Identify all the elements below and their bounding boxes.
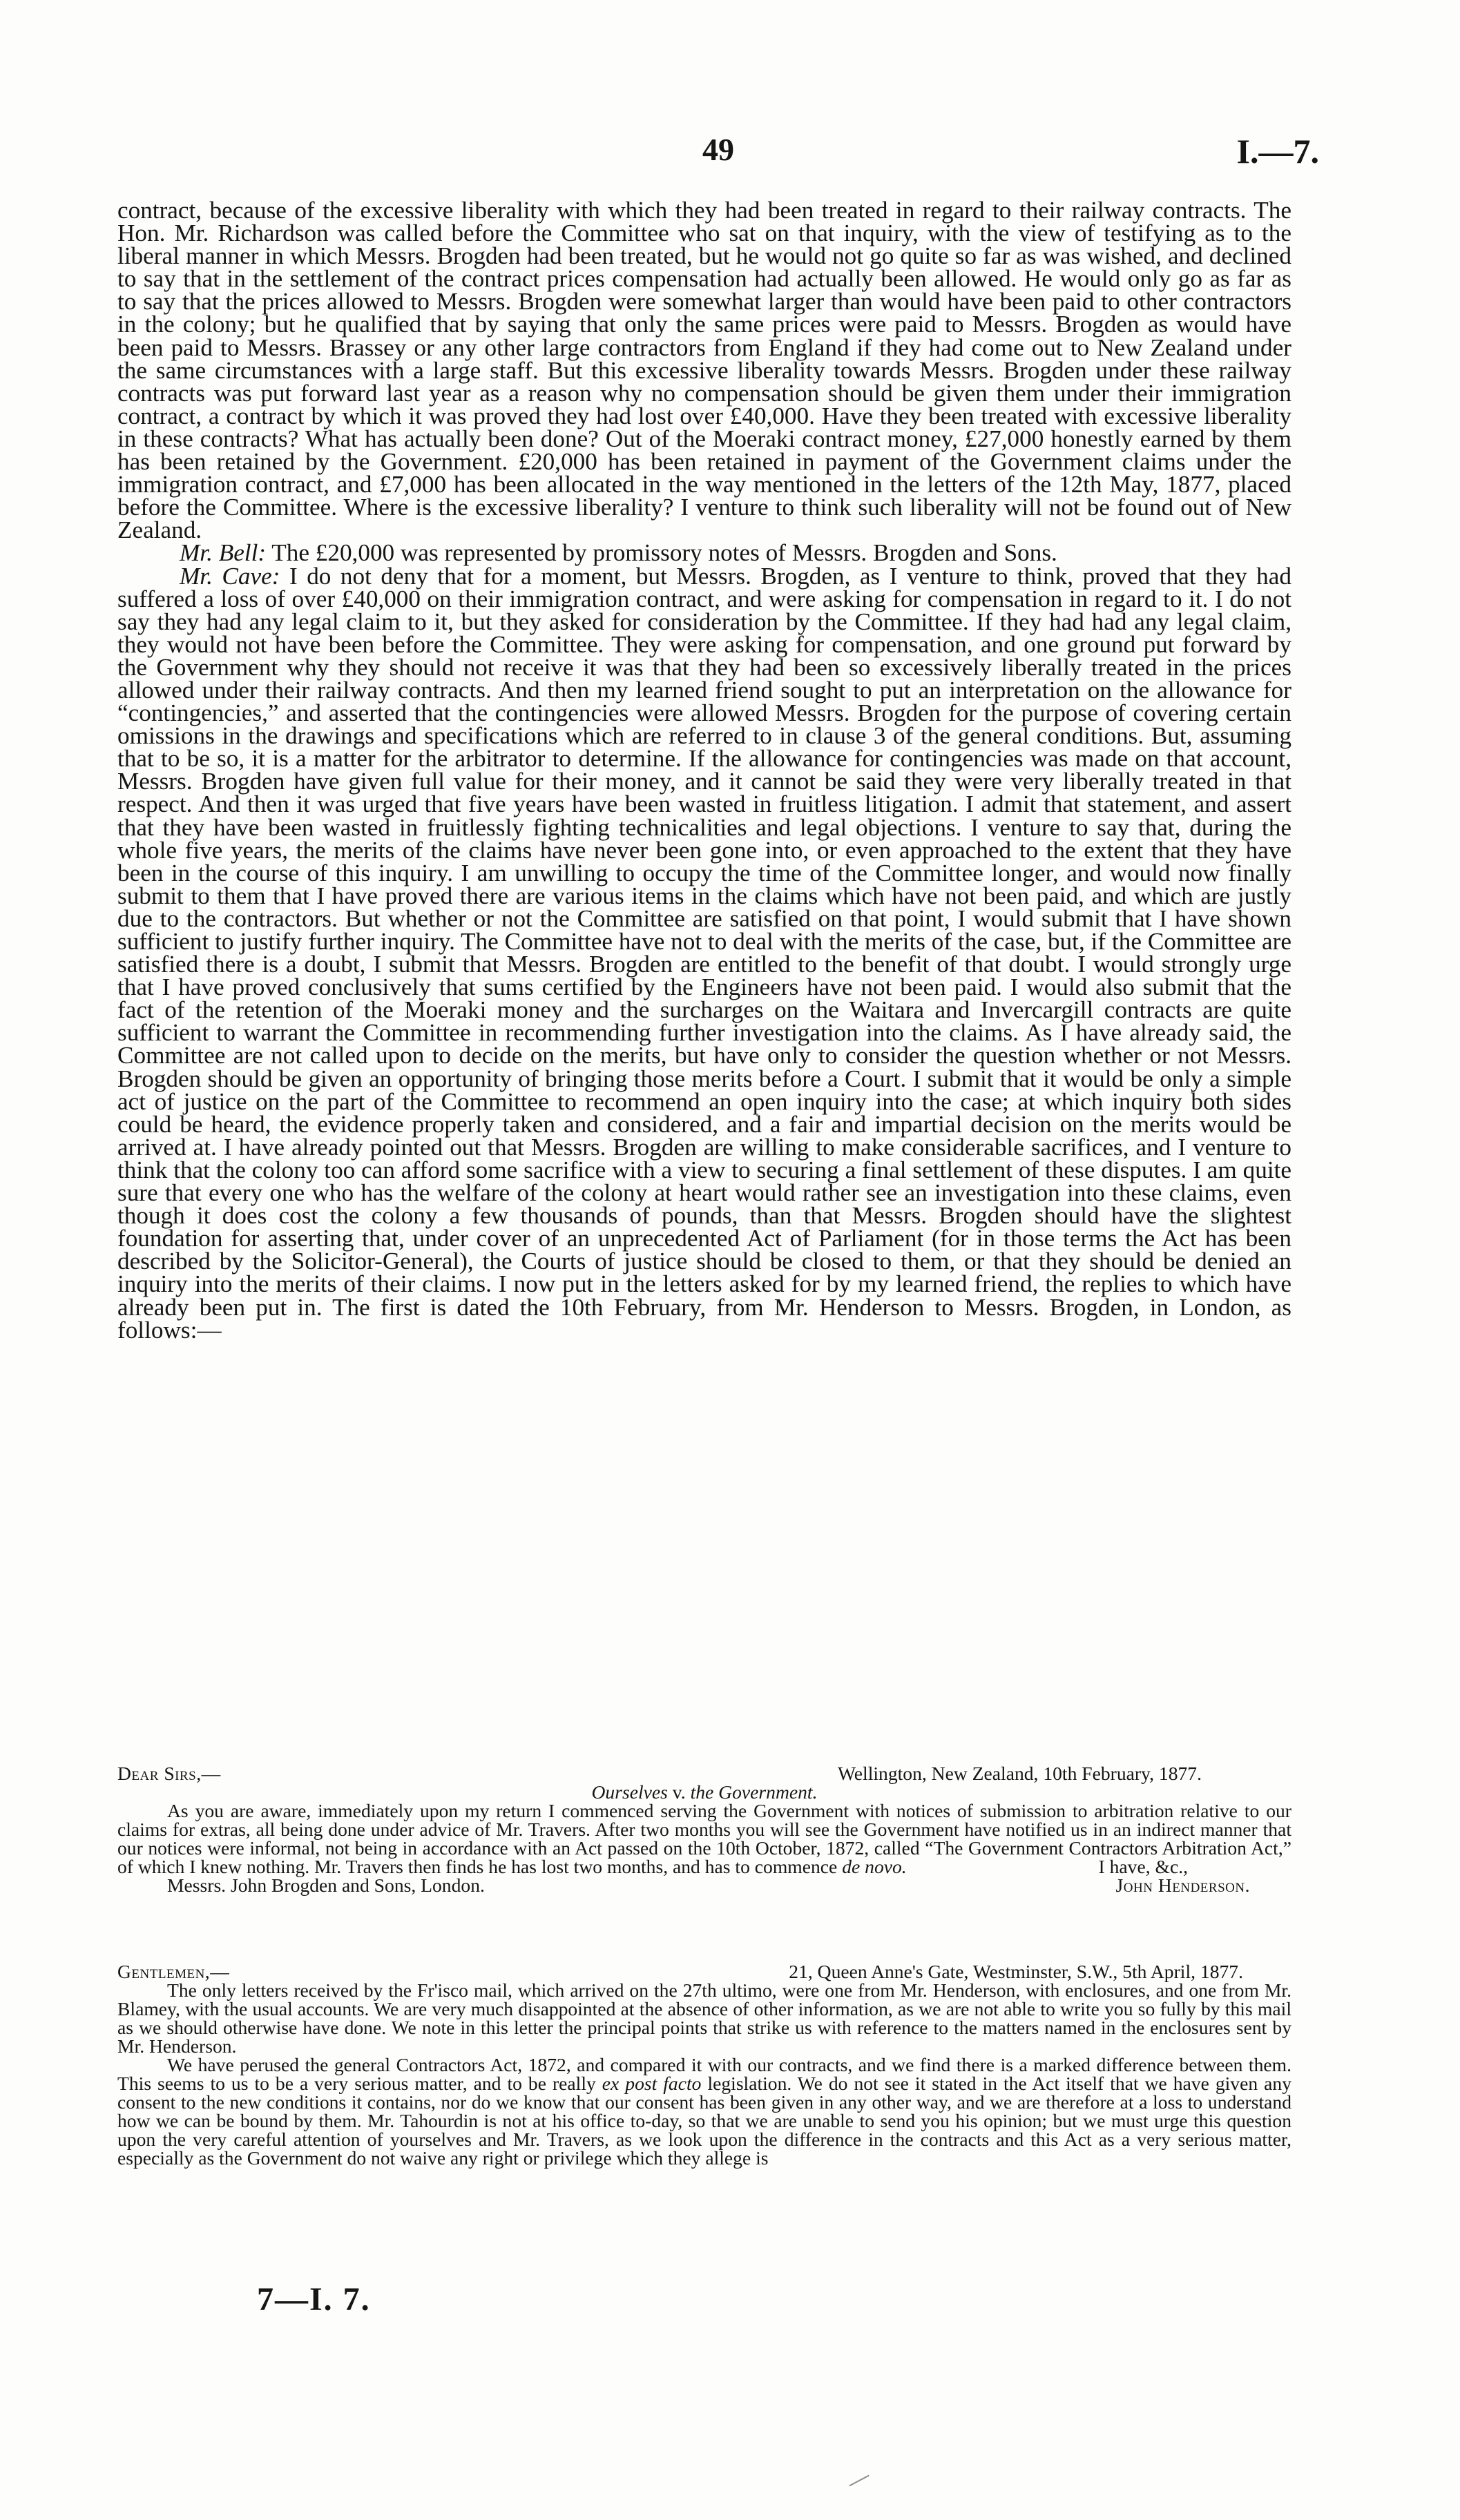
letter-body: As you are aware, immediately upon my return I commenced serving the Government with notices of submission to arbitration relative to our claims for extras, all being done under advice of Mr. Travers. After two months you will see the Government have notified us in an indirect manner that our notices were informal, not being in accordance with an Act passed on the 10th October, 1872, called “The Government Contractors Arbitration Act,” of which I knew nothing. Mr. Travers then finds he has lost two months, and has to commence de novo. I have, &c., xyxy=(117,1800,1291,1877)
bell-statement: The £20,000 was represented by promissory notes of Messrs. Brogden and Sons. xyxy=(271,539,1057,567)
letter-paragraph-1: The only letters received by the Fr'isco mail, which arrived on the 27th ultimo, were one from Mr. Henderson, with enclosures, and one from Mr. Blamey, with the usual accounts. We are very much disappointed at the absence of other information, as we are not able to write you so fully by this mail as we should otherwise have done. We note in this letter the principal points that strike us with reference to the matters named in the enclosures sent by Mr. Henderson. xyxy=(117,1979,1291,2057)
letter-header xyxy=(117,1764,1291,1783)
letter-salutation: Gentlemen,— xyxy=(117,1961,230,1982)
cave-statement: I do not deny that for a moment, but Messrs. Brogden, as I venture to think, proved that they had suffered a loss of over £40,000 on their immigration contract, and were asking for compensation in regard to it. I do not say they had any legal claim to it, but they asked for consideration by the Committee. If they had had any legal claim, they would not have been before the Committee. They were asking for compensation, and one ground put forward by the Government why they should not receive it was that they had been so excessively liberally treated in the prices allowed under their railway contracts. And then my learned friend sought to put an interpretation on the allowance for “contingencies,” and asserted that the contingencies were allowed Messrs. Brogden for the purpose of covering certain omissions in the drawings and specifications which are referred to in clause 3 of the general conditions. But, assuming that to be so, it is a matter for the arbitrator to determine. If the allowance for contingencies was made on that account, Messrs. Brogden have given full value for their money, and it cannot be said they were very liberally treated in that respect. And then it was urged that five years have been wasted in fruitless litigation. I admit that statement, and assert that they have been wasted in fruitlessly fighting technicalities and legal objections. I venture to say that, during the whole five years, the merits of the claims have never been gone into, or even approached to the extent that they have been in the course of this inquiry. I am unwilling to occupy the time of the Committee longer, and would now finally submit to them that I have proved there are various items in the claims which have not been paid, and which are justly due to the contractors. But whether or not the Committee are satisfied on that point, I would submit that I have shown sufficient to justify further inquiry. The Committee have not to deal with the merits of the case, but, if the Committee are satisfied there is a doubt, I submit that Messrs. Brogden are entitled to the benefit of that doubt. I would strongly urge that I have proved conclusively that sums certified by the Engineers have not been paid. I would also submit that the fact of the retention of the Moeraki money and the surcharges on the Waitara and Invercargill contracts are quite sufficient to warrant the Committee in recommending further investigation into the claims. As I have already said, the Committee are not called upon to decide on the merits, but have only to consider the question whether or not Messrs. Brogden should be given an opportunity of bringing those merits before a Court. I submit that it would be only a simple act of justice on the part of the Committee to recommend an open inquiry into the case; at which inquiry both sides could be heard, the evidence properly taken and considered, and a fair and impartial decision on the merits would be arrived at. I have already pointed out that Messrs. Brogden are willing to make considerable sacrifices, and I venture to think that the colony too can afford some sacrifice with a view to securing a final settlement of these disputes. I am quite sure that every one who has the welfare of the colony at heart would rather see an investigation into these claims, even though it does cost the colony a few thousands of pounds, than that Messrs. Brogden should have the slightest foundation for asserting that, under cover of an unprecedented Act of Parliament (for in those terms the Act has been described by the Solicitor-General), the Courts of justice should be closed to them, or that they should be denied an inquiry into the merits of their claims. I now put in the letters asked for by my learned friend, the replies to which have already been put in. The first is dated the 10th February, from Mr. Henderson to Messrs. Brogden, in London, as follows:— xyxy=(117,562,1291,1344)
paragraph-bell xyxy=(117,539,1291,567)
letter-brogden xyxy=(117,1962,1291,2167)
signature-mark: 7—I. 7. xyxy=(257,2281,371,2318)
main-text xyxy=(117,197,1291,1344)
letter-henderson xyxy=(117,1764,1291,1894)
speaker-cave: Mr. Cave: xyxy=(180,562,280,590)
letter-addressee: Messrs. John Brogden and Sons, London. xyxy=(167,1874,485,1896)
letter-dateline: 21, Queen Anne's Gate, Westminster, S.W., 5th April, 1877. xyxy=(789,1961,1243,1982)
speaker-bell: Mr. Bell: xyxy=(180,539,267,567)
letter-header xyxy=(117,1962,1291,1981)
page-number: 49 xyxy=(702,132,734,167)
letter-closing: I have, &c., xyxy=(1098,1856,1188,1877)
letter-dateline: Wellington, New Zealand, 10th February, 1877. xyxy=(837,1763,1202,1784)
letter-subject: Ourselves v. the Government. xyxy=(591,1781,818,1803)
paragraph-cave xyxy=(117,562,1291,1344)
paragraph-richardson: contract, because of the excessive liberality with which they had been treated in regard to their railway contracts. The Hon. Mr. Richardson was called before the Committee who sat on that inquiry, with the view of testifying as to the liberal manner in which Messrs. Brogden had been treated, but he would not go quite so far as was wished, and declined to say that in the settlement of the contract prices compensation had actually been allowed. He would only go as far as to say that the prices allowed to Messrs. Brogden were somewhat larger than would have been paid to other contractors in the colony; but he qualified that by saying that only the same prices were paid to Messrs. Brogden as would have been paid to Messrs. Brassey or any other large contractors from England if they had come out to New Zealand under the same circumstances with a large staff. But this excessive liberality towards Messrs. Brogden under these railway contracts was put forward last year as a reason why no compensation should be given them under their immigration contract, a contract by which it was proved they had lost over £40,000. Have they been treated with excessive liberality in these contracts? What has actually been done? Out of the Moeraki contract money, £27,000 honestly earned by them has been retained by the Government. £20,000 has been retained in payment of the Government claims under the immigration contract, and £7,000 has been allocated in the way mentioned in the letters of the 12th May, 1877, placed before the Committee. Where is the excessive liberality? I venture to think such liberality will not be found out of New Zealand. xyxy=(117,197,1291,544)
letter-footer xyxy=(117,1876,1291,1894)
page-header xyxy=(117,131,1319,173)
stray-pencil-mark xyxy=(849,2475,869,2487)
letter-salutation: Dear Sirs,— xyxy=(117,1763,221,1784)
letter-paragraph-2: We have perused the general Contractors Act, 1872, and compared it with our contracts, and we find there is a marked difference between them. This seems to us to be a very serious matter, and to be really ex post facto legislation. We do not see it stated in the Act itself that we have given any consent to the new conditions it contains, nor do we know that our consent has been given in any other way, and we are therefore at a loss to understand how we can be bound by them. Mr. Tahourdin is not at his office to-day, so that we are unable to send you his opinion; but we must urge this question upon the very careful attention of yourselves and Mr. Travers, as we look upon the difference in the contracts and this Act as a very serious matter, especially as the Government do not waive any right or privilege which they allege is xyxy=(117,2054,1291,2169)
letter-signature: John Henderson. xyxy=(1115,1874,1250,1896)
document-reference: I.—7. xyxy=(1236,132,1319,171)
